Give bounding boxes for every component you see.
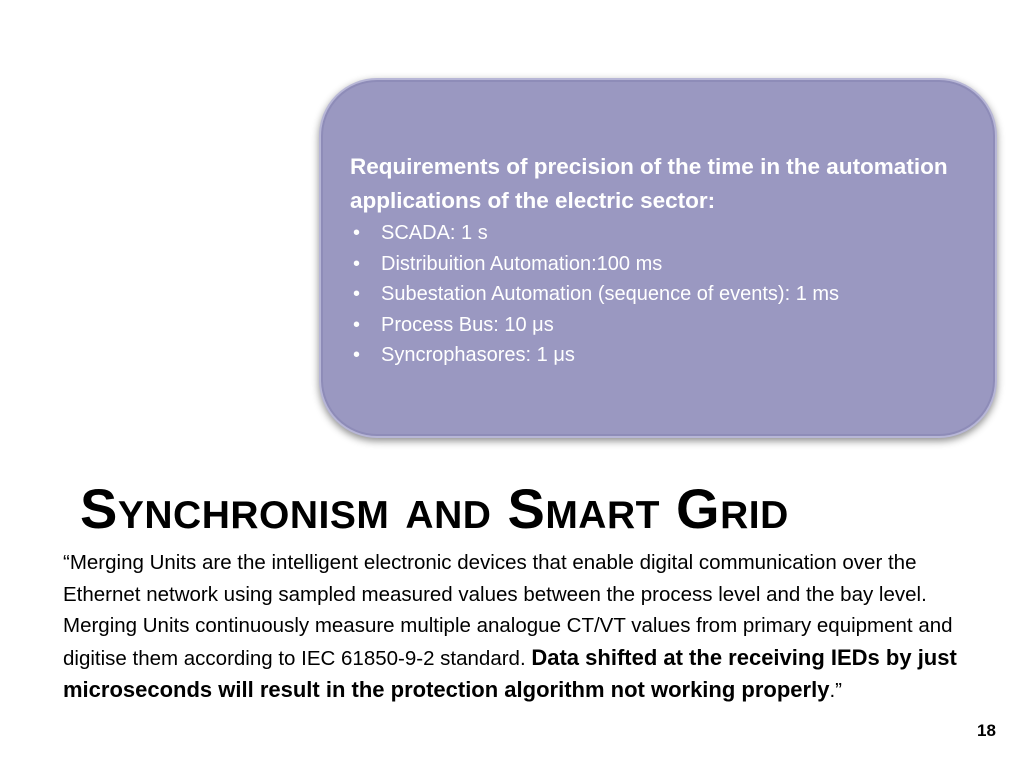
requirement-item-substation — [350, 279, 985, 310]
bullet-icon: • — [353, 313, 361, 336]
bullet-icon: • — [353, 222, 361, 244]
quote-text-bold: Data shifted at the receiving IEDs by just microseconds will result in the protection algorithm not working properly — [63, 644, 957, 702]
requirement-item-process-bus — [350, 310, 985, 341]
bullet-icon: • — [353, 344, 361, 366]
quote-paragraph — [63, 547, 963, 707]
quote-text-regular: “Merging Units are the intelligent electronic devices that enable digital communication over the Ethernet network using sampled measured values between the process level and the bay level. Merging Units continuously measure multiple analogue CT/VT values from primary equipment and digitise them according to IEC 61850-9-2 standard. — [63, 551, 953, 670]
requirement-item-scada — [350, 218, 985, 249]
requirement-item-label: Process Bus: 10 μs — [381, 313, 554, 336]
quote-text-end: .” — [829, 679, 842, 702]
requirements-content — [350, 150, 985, 371]
bullet-icon: • — [353, 252, 361, 275]
requirements-list — [350, 218, 985, 371]
requirement-item-label: Syncrophasores: 1 μs — [381, 344, 575, 366]
requirements-box — [319, 78, 997, 438]
requirement-item-distribution — [350, 249, 985, 280]
requirement-item-label: Subestation Automation (sequence of events): 1 ms — [381, 283, 840, 305]
requirement-item-syncrophasores — [350, 340, 985, 371]
requirement-item-label: SCADA: 1 s — [381, 222, 488, 244]
requirement-item-label: Distribuition Automation:100 ms — [381, 252, 663, 275]
page-number: 18 — [977, 721, 996, 740]
slide-title: Synchronism and Smart Grid — [80, 477, 789, 540]
bullet-icon: • — [353, 283, 361, 305]
requirements-heading: Requirements of precision of the time in the automation applications of the electric sector: — [350, 154, 948, 213]
